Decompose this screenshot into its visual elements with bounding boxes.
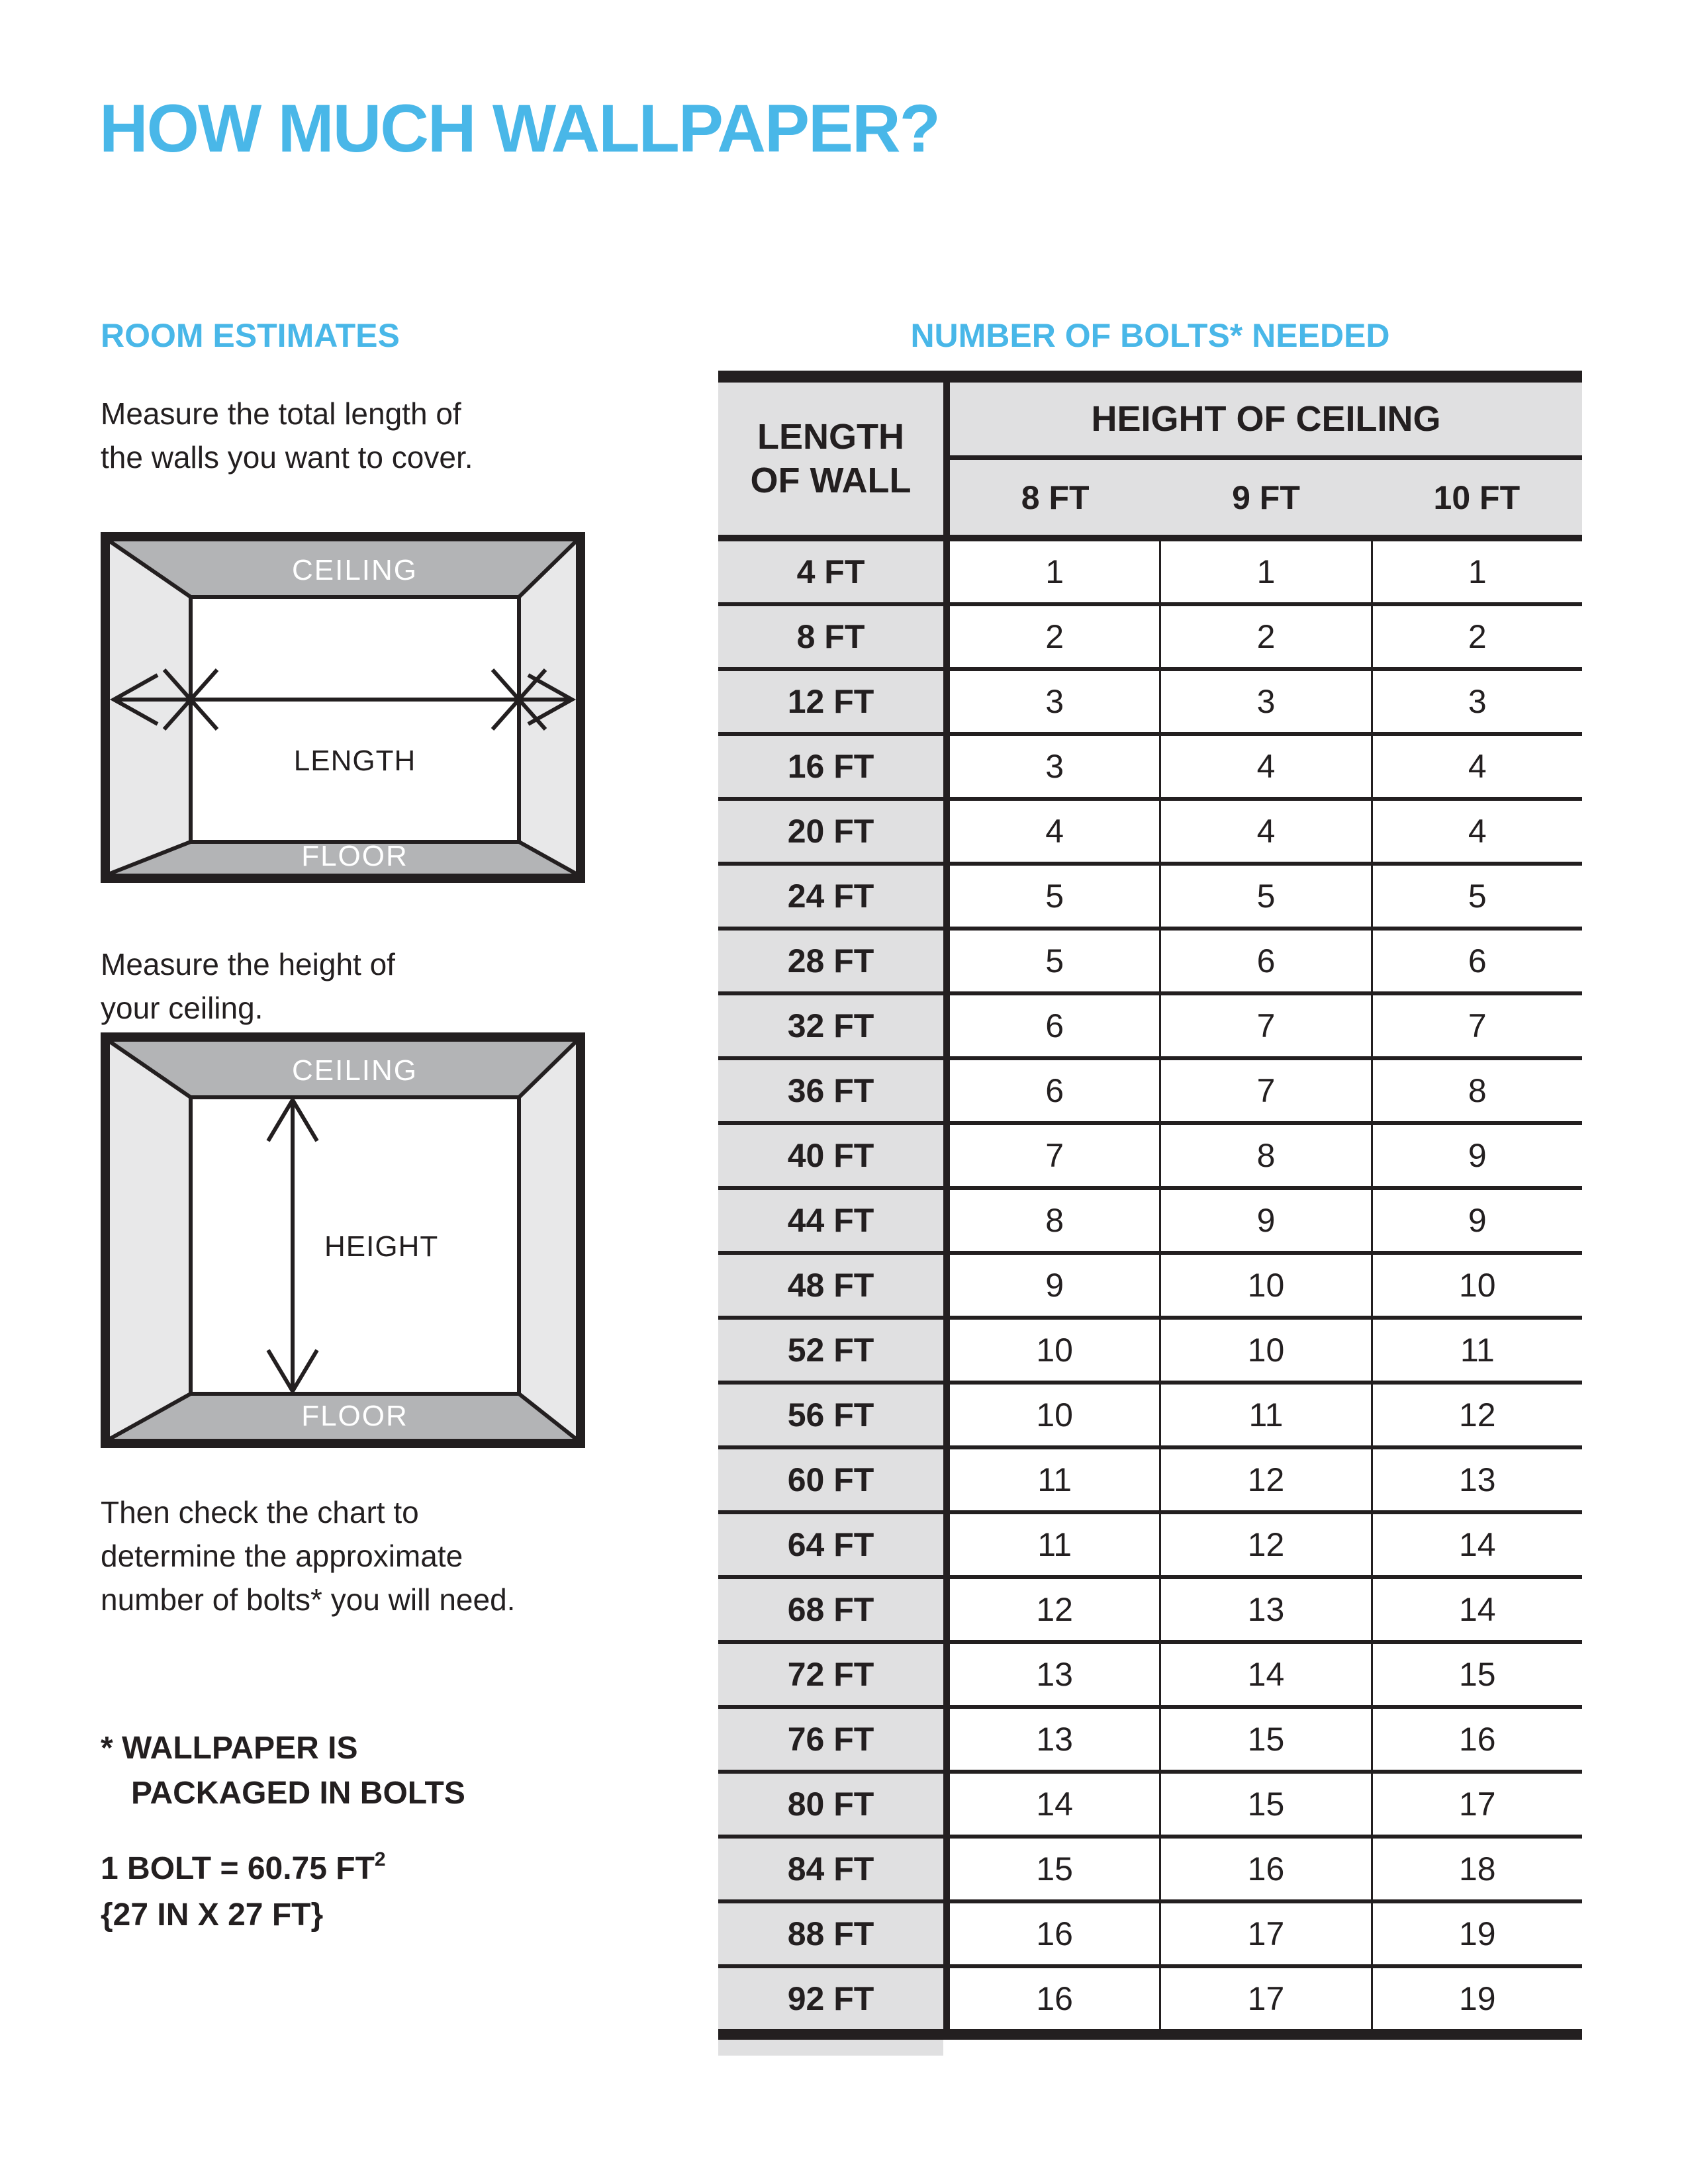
bolt-count-cell: 7: [1045, 1137, 1064, 1174]
header-line: OF WALL: [750, 461, 912, 500]
bolt-count-cell: 14: [1036, 1786, 1073, 1823]
row-values: [943, 1579, 1582, 1640]
bolt-count-cell: 9: [1159, 1190, 1370, 1251]
table-row: [718, 1579, 1582, 1644]
text-line: Measure the height of: [101, 947, 395, 981]
table-row: [718, 1255, 1582, 1320]
bolt-count-cell: 19: [1371, 1968, 1582, 2029]
wall-length-cell: 8 FT: [718, 606, 943, 667]
table-row: [718, 1709, 1582, 1774]
row-values: [943, 1514, 1582, 1575]
bolt-count-cell: 5: [1159, 866, 1370, 927]
bolt-count-cell: 11: [1037, 1461, 1072, 1498]
ceiling-label: CEILING: [291, 1054, 418, 1087]
bolt-count-cell: 19: [1371, 1903, 1582, 1964]
row-values: [943, 1774, 1582, 1835]
bolt-count-cell: 1: [1371, 541, 1582, 602]
wall-length-cell: 28 FT: [718, 931, 943, 991]
bolt-count-cell: 13: [1036, 1656, 1073, 1693]
text-line: the walls you want to cover.: [101, 440, 473, 475]
wall-length-cell: 68 FT: [718, 1579, 943, 1640]
wall-length-cell: 64 FT: [718, 1514, 943, 1575]
bolt-count-cell: 4: [1045, 813, 1064, 850]
table-row: [718, 995, 1582, 1060]
footnote-line: * WALLPAPER IS: [101, 1731, 358, 1766]
row-values: [943, 1449, 1582, 1510]
check-chart-text: [101, 1490, 515, 1621]
bolt-count-cell: 6: [1371, 931, 1582, 991]
wall-length-cell: 72 FT: [718, 1644, 943, 1705]
ceiling-label: CEILING: [291, 554, 418, 586]
wall-length-cell: 48 FT: [718, 1255, 943, 1316]
room-length-diagram: [101, 532, 585, 883]
table-left-column-stub: [718, 2040, 943, 2056]
bolt-count-cell: 6: [1045, 1072, 1064, 1109]
bolt-count-cell: 8: [1045, 1202, 1064, 1239]
row-values: [943, 541, 1582, 602]
table-row: [718, 1320, 1582, 1385]
table-row: [718, 1385, 1582, 1449]
wall-length-cell: 40 FT: [718, 1125, 943, 1186]
row-values: [943, 1060, 1582, 1121]
bolts-footnote: [101, 1726, 465, 1816]
column-header-9ft: 9 FT: [1232, 478, 1300, 516]
bolt-count-cell: 17: [1371, 1774, 1582, 1835]
table-row: [718, 1774, 1582, 1839]
bolt-count-cell: 15: [1371, 1644, 1582, 1705]
row-values: [943, 931, 1582, 991]
bolt-count-cell: 18: [1371, 1839, 1582, 1899]
wall-length-cell: 56 FT: [718, 1385, 943, 1445]
bolt-dimensions: {27 IN X 27 FT}: [101, 1897, 324, 1933]
wall-length-cell: 92 FT: [718, 1968, 943, 2029]
table-row: [718, 606, 1582, 671]
floor-label: FLOOR: [301, 840, 408, 872]
row-values: [943, 1255, 1582, 1316]
wall-length-cell: 76 FT: [718, 1709, 943, 1770]
wall-length-cell: 36 FT: [718, 1060, 943, 1121]
bolt-count-cell: 9: [1371, 1190, 1582, 1251]
height-of-ceiling-header: HEIGHT OF CEILING: [950, 383, 1582, 460]
row-values: [943, 1709, 1582, 1770]
bolt-equation-exponent: 2: [374, 1848, 386, 1870]
right-wall-surface: [519, 1042, 576, 1439]
bolt-count-cell: 7: [1159, 995, 1370, 1056]
length-label: LENGTH: [293, 745, 416, 777]
left-wall-surface: [110, 541, 191, 874]
bolt-count-cell: 5: [1371, 866, 1582, 927]
bolt-count-cell: 5: [1045, 878, 1064, 915]
bolt-count-cell: 16: [1036, 1980, 1073, 2017]
table-row: [718, 1449, 1582, 1514]
bolt-count-cell: 4: [1371, 736, 1582, 797]
bolt-count-cell: 3: [1045, 748, 1064, 785]
table-row: [718, 1839, 1582, 1903]
bolt-count-cell: 8: [1159, 1125, 1370, 1186]
bolt-count-cell: 6: [1159, 931, 1370, 991]
row-values: [943, 1839, 1582, 1899]
bolt-count-cell: 13: [1371, 1449, 1582, 1510]
table-row: [718, 736, 1582, 801]
bolt-count-cell: 5: [1045, 942, 1064, 979]
ceiling-header-group: [943, 383, 1582, 535]
bolt-count-cell: 11: [1371, 1320, 1582, 1381]
text-line: Then check the chart to: [101, 1495, 419, 1529]
row-values: [943, 995, 1582, 1056]
bolt-count-cell: 10: [1036, 1332, 1073, 1369]
row-values: [943, 1385, 1582, 1445]
bolt-count-cell: 15: [1159, 1774, 1370, 1835]
wall-length-cell: 16 FT: [718, 736, 943, 797]
wall-length-cell: 84 FT: [718, 1839, 943, 1899]
text-line: number of bolts* you will need.: [101, 1582, 516, 1617]
table-row: [718, 931, 1582, 995]
bolt-count-cell: 1: [1045, 553, 1064, 590]
floor-label: FLOOR: [301, 1400, 408, 1432]
bolt-count-cell: 12: [1371, 1385, 1582, 1445]
bolt-equation: [101, 1848, 386, 1894]
bolt-count-cell: 12: [1159, 1449, 1370, 1510]
table-header: [718, 383, 1582, 541]
left-wall-surface: [110, 1042, 191, 1439]
table-row: [718, 541, 1582, 606]
wall-length-cell: 52 FT: [718, 1320, 943, 1381]
bolt-count-cell: 11: [1159, 1385, 1370, 1445]
row-values: [943, 671, 1582, 732]
measure-length-text: [101, 392, 473, 479]
wall-length-cell: 80 FT: [718, 1774, 943, 1835]
text-line: your ceiling.: [101, 991, 263, 1025]
wall-length-cell: 88 FT: [718, 1903, 943, 1964]
table-row: [718, 1968, 1582, 2029]
text-line: Measure the total length of: [101, 396, 461, 431]
bolt-count-cell: 9: [1371, 1125, 1582, 1186]
wall-length-cell: 44 FT: [718, 1190, 943, 1251]
bolt-count-cell: 2: [1045, 618, 1064, 655]
row-values: [943, 1125, 1582, 1186]
column-header-10ft: 10 FT: [1433, 478, 1521, 516]
bolt-count-cell: 13: [1036, 1721, 1073, 1758]
bolt-count-cell: 12: [1036, 1591, 1073, 1628]
table-row: [718, 866, 1582, 931]
wall-length-cell: 24 FT: [718, 866, 943, 927]
bolt-count-cell: 3: [1159, 671, 1370, 732]
table-bottom-bar: [718, 2029, 1582, 2040]
height-label: HEIGHT: [324, 1230, 439, 1263]
bolt-count-cell: 2: [1371, 606, 1582, 667]
bolt-count-cell: 7: [1371, 995, 1582, 1056]
bolt-count-cell: 9: [1045, 1267, 1064, 1304]
table-row: [718, 1190, 1582, 1255]
page-title: HOW MUCH WALLPAPER?: [99, 91, 939, 166]
measure-height-text: [101, 942, 395, 1030]
bolts-table: [718, 371, 1582, 2056]
table-top-bar: [718, 371, 1582, 383]
row-values: [943, 1190, 1582, 1251]
room-estimates-heading: ROOM ESTIMATES: [101, 317, 400, 354]
row-values: [943, 606, 1582, 667]
table-row: [718, 1060, 1582, 1125]
table-heading: NUMBER OF BOLTS* NEEDED: [910, 317, 1390, 354]
row-values: [943, 801, 1582, 862]
bolt-count-cell: 1: [1159, 541, 1370, 602]
bolt-count-cell: 4: [1371, 801, 1582, 862]
row-values: [943, 1320, 1582, 1381]
bolt-count-cell: 3: [1045, 683, 1064, 720]
bolt-count-cell: 4: [1159, 801, 1370, 862]
length-of-wall-header: [718, 383, 943, 535]
wall-length-cell: 4 FT: [718, 541, 943, 602]
wall-length-cell: 32 FT: [718, 995, 943, 1056]
header-line: LENGTH: [757, 417, 904, 457]
table-row: [718, 1903, 1582, 1968]
bolt-count-cell: 7: [1159, 1060, 1370, 1121]
table-row: [718, 671, 1582, 736]
bolt-count-cell: 2: [1159, 606, 1370, 667]
bolt-count-cell: 17: [1159, 1968, 1370, 2029]
ceiling-column-headers: [950, 460, 1582, 535]
text-line: determine the approximate: [101, 1539, 463, 1573]
bolt-count-cell: 16: [1159, 1839, 1370, 1899]
bolt-count-cell: 3: [1371, 671, 1582, 732]
row-values: [943, 1903, 1582, 1964]
bolt-count-cell: 16: [1371, 1709, 1582, 1770]
wall-length-cell: 12 FT: [718, 671, 943, 732]
bolt-count-cell: 13: [1159, 1579, 1370, 1640]
column-header-8ft: 8 FT: [1021, 478, 1090, 516]
bolt-count-cell: 15: [1159, 1709, 1370, 1770]
bolt-count-cell: 10: [1159, 1320, 1370, 1381]
row-values: [943, 736, 1582, 797]
table-row: [718, 1125, 1582, 1190]
bolt-count-cell: 17: [1159, 1903, 1370, 1964]
table-body: [718, 541, 1582, 2029]
bolt-count-cell: 6: [1045, 1007, 1064, 1044]
room-height-diagram: [101, 1032, 585, 1448]
bolt-count-cell: 4: [1159, 736, 1370, 797]
bolt-count-cell: 14: [1371, 1579, 1582, 1640]
bolt-size-info: [101, 1848, 386, 1936]
bolt-count-cell: 10: [1159, 1255, 1370, 1316]
bolt-count-cell: 8: [1371, 1060, 1582, 1121]
row-values: [943, 1644, 1582, 1705]
bolt-count-cell: 14: [1371, 1514, 1582, 1575]
wall-length-cell: 20 FT: [718, 801, 943, 862]
footnote-line: PACKAGED IN BOLTS: [131, 1776, 465, 1811]
bolt-equation-text: 1 BOLT = 60.75 FT: [101, 1851, 375, 1886]
bolt-count-cell: 10: [1036, 1396, 1073, 1433]
table-row: [718, 1644, 1582, 1709]
bolt-count-cell: 14: [1159, 1644, 1370, 1705]
bolt-count-cell: 15: [1036, 1850, 1073, 1888]
bolt-count-cell: 12: [1159, 1514, 1370, 1575]
back-wall-surface: [191, 597, 519, 842]
wall-length-cell: 60 FT: [718, 1449, 943, 1510]
row-values: [943, 866, 1582, 927]
row-values: [943, 1968, 1582, 2029]
table-row: [718, 1514, 1582, 1579]
table-row: [718, 801, 1582, 866]
bolt-count-cell: 10: [1371, 1255, 1582, 1316]
bolt-count-cell: 11: [1037, 1526, 1072, 1563]
bolt-count-cell: 16: [1036, 1915, 1073, 1952]
